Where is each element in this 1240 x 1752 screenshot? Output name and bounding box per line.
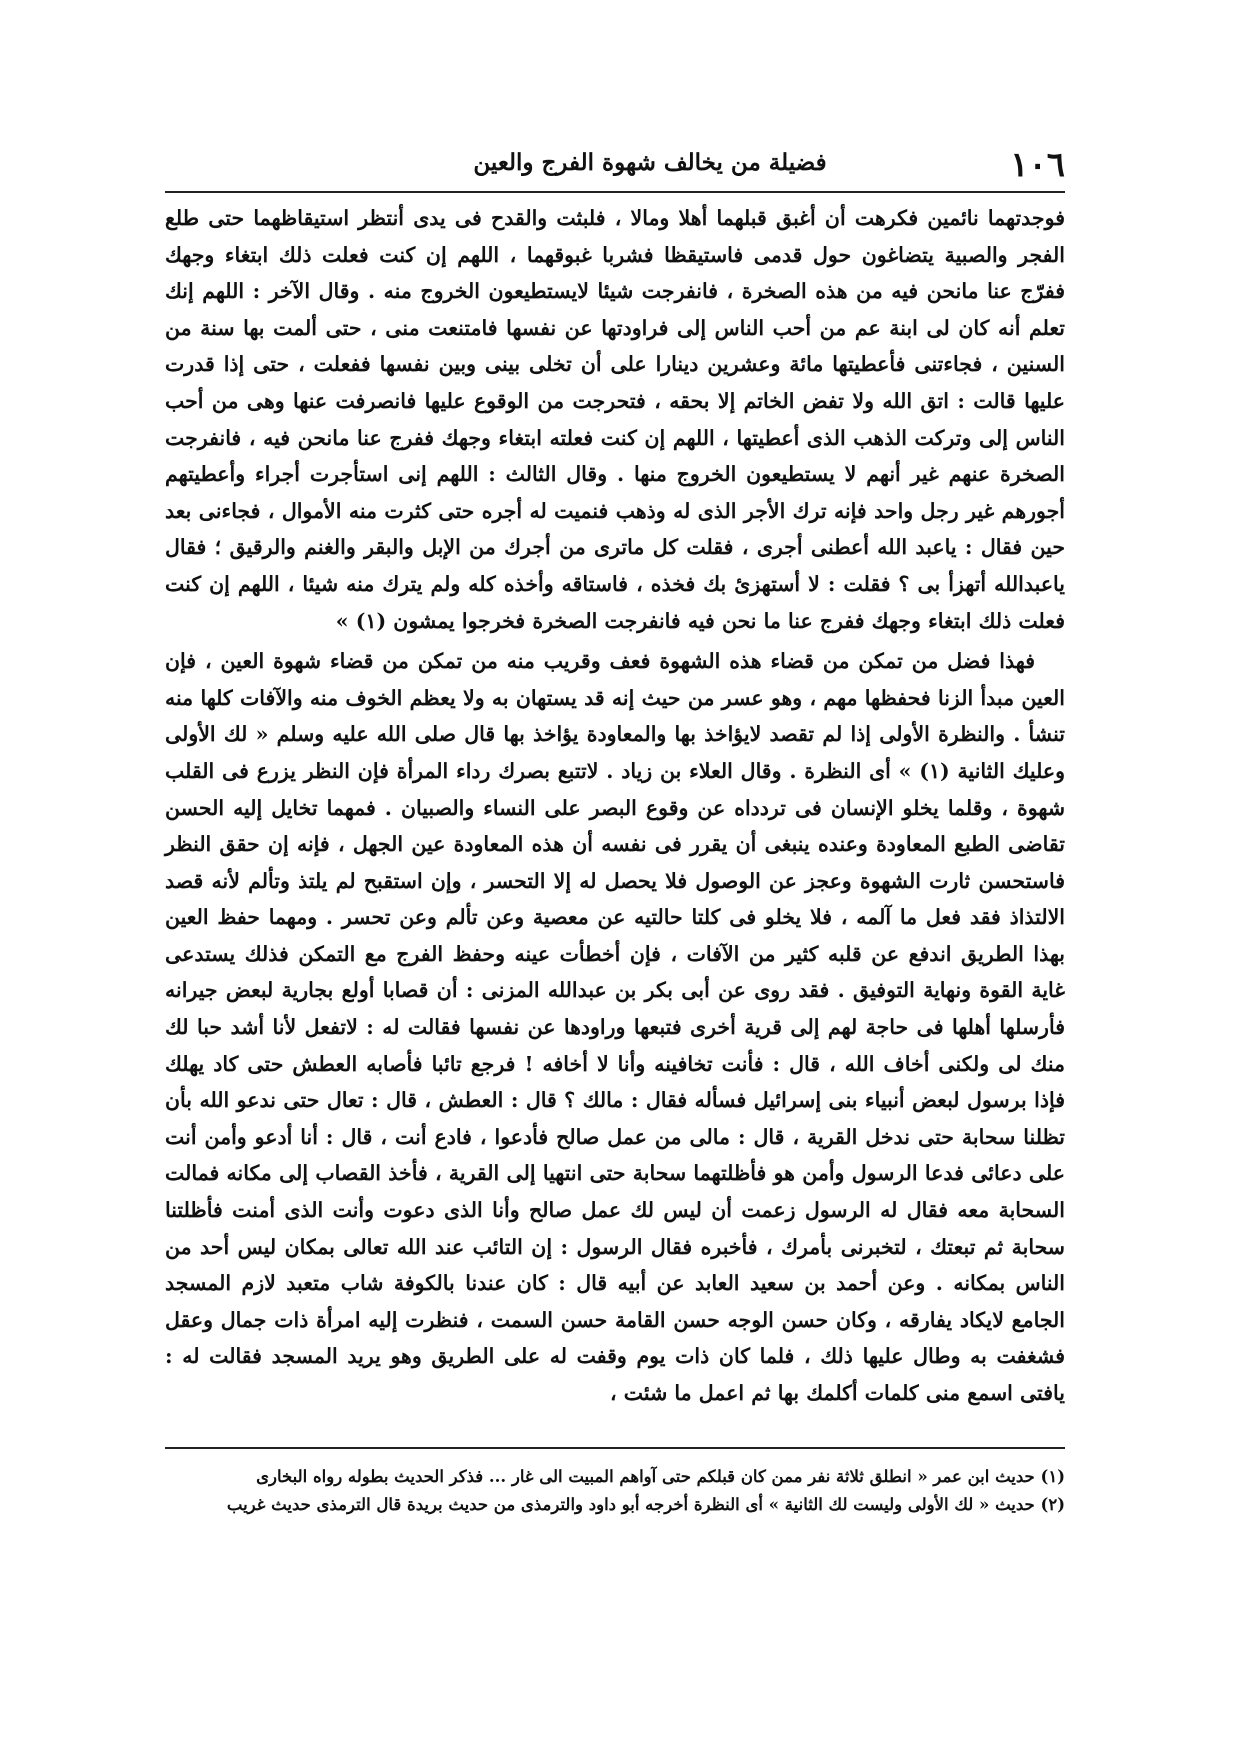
footnote-rule	[165, 1447, 1065, 1449]
footnote: (٢) حديث « لك الأولى وليست لك الثانية » أى النظرة أخرجه أبو داود والترمذى من حديث بريدة قال الترمذى حديث غريب	[226, 1495, 1065, 1514]
header-rule	[165, 191, 1065, 193]
footnote: (١) حديث ابن عمر « انطلق ثلاثة نفر ممن كان قبلكم حتى آواهم المبيت الى غار ... فذكر الحديث بطوله رواه البخارى	[256, 1467, 1065, 1486]
footnotes	[165, 1463, 1065, 1519]
main-text	[165, 200, 1065, 1412]
page-number: ١٠٦	[1010, 145, 1065, 185]
running-title: فضيلة من يخالف شهوة الفرج والعين	[473, 149, 827, 176]
paragraph: فهذا فضل من تمكن من قضاء هذه الشهوة فعف وقريب منه من تمكن من قضاء شهوة العين ، فإن العين مبدأ الزنا فحفظها مهم ، وهو عسر من حيث إنه قد يستهان به ولا يعظم الخوف منه والآفات كلها منه تنشأ . والنظرة الأولى إذا لم تقصد لايؤاخذ بها والمعاودة يؤاخذ بها قال صلى الله عليه وسلم « لك الأولى وعليك الثانية (١) » أى النظرة . وقال العلاء بن زياد . لاتتبع بصرك رداء المرأة فإن النظر يزرع فى القلب شهوة ، وقلما يخلو الإنسان فى تردداه عن وقوع البصر على النساء والصبيان . فمهما تخايل إليه الحسن تقاضى الطبع المعاودة وعنده ينبغى أن يقرر فى نفسه أن هذه المعاودة عين الجهل ، فإنه إن حقق النظر فاستحسن ثارت الشهوة وعجز عن الوصول فلا يحصل له إلا التحسر ، وإن استقبح لم يلتذ وتألم لأنه قصد الالتذاذ فقد فعل ما آلمه ، فلا يخلو فى كلتا حالتيه عن معصية وعن تألم وعن تحسر . ومهما حفظ العين بهذا الطريق اندفع عن قلبه كثير من الآفات ، فإن أخطأت عينه وحفظ الفرج مع التمكن فذلك يستدعى غاية القوة ونهاية التوفيق . فقد روى عن أبى بكر بن عبدالله المزنى : أن قصابا أولع بجارية لبعض جيرانه فأرسلها أهلها فى حاجة لهم إلى قرية أخرى فتبعها وراودها عن نفسها فقالت له : لاتفعل لأنا أشد حبا لك منك لى ولكنى أخاف الله ، قال : فأنت تخافينه وأنا لا أخافه ! فرجع تائبا فأصابه العطش حتى كاد يهلك فإذا برسول لبعض أنبياء بنى إسرائيل فسأله فقال : مالك ؟ قال : العطش ، قال : تعال حتى ندعو الله بأن تظلنا سحابة حتى ندخل القرية ، قال : مالى من عمل صالح فأدعوا ، فادع أنت ، قال : أنا أدعو وأمن أنت على دعائى فدعا الرسول وأمن هو فأظلتهما سحابة حتى انتهيا إلى القرية ، فأخذ القصاب إلى مكانه فمالت السحابة معه فقال له الرسول زعمت أن ليس لك عمل صالح وأنا الذى دعوت وأنت الذى أمنت فأظلتنا سحابة ثم تبعتك ، لتخبرنى بأمرك ، فأخبره فقال الرسول : إن التائب عند الله تعالى بمكان ليس أحد من الناس بمكانه . وعن أحمد بن سعيد العابد عن أبيه قال : كان عندنا بالكوفة شاب متعبد لازم المسجد الجامع لايكاد يفارقه ، وكان حسن الوجه حسن القامة حسن السمت ، فنظرت إليه امرأة ذات جمال وعقل فشغفت به وطال عليها ذلك ، فلما كان ذات يوم وقفت له على الطريق وهو يريد المسجد فقالت له : يافتى اسمع منى كلمات أكلمك بها ثم اعمل ما شئت ،	[165, 649, 1065, 1405]
paragraph: فوجدتهما نائمين فكرهت أن أغبق قبلهما أهلا ومالا ، فلبثت والقدح فى يدى أنتظر استيقاظهما حتى طلع الفجر والصبية يتضاغون حول قدمى فاستيقظا فشربا غبوقهما ، اللهم إن كنت فعلت ذلك ابتغاء وجهك ففرّج عنا مانحن فيه من هذه الصخرة ، فانفرجت شيئا لايستطيعون الخروج منه . وقال الآخر : اللهم إنك تعلم أنه كان لى ابنة عم من أحب الناس إلى فراودتها عن نفسها فامتنعت منى ، حتى ألمت بها سنة من السنين ، فجاءتنى فأعطيتها مائة وعشرين دينارا على أن تخلى بينى وبين نفسها ففعلت ، حتى إذا قدرت عليها قالت : اتق الله ولا تفض الخاتم إلا بحقه ، فتحرجت من الوقوع عليها فانصرفت عنها وهى من أحب الناس إلى وتركت الذهب الذى أعطيتها ، اللهم إن كنت فعلته ابتغاء وجهك ففرج عنا مانحن فيه ، فانفرجت الصخرة عنهم غير أنهم لا يستطيعون الخروج منها . وقال الثالث : اللهم إنى استأجرت أجراء وأعطيتهم أجورهم غير رجل واحد فإنه ترك الأجر الذى له وذهب فنميت له أجره حتى كثرت منه الأموال ، فجاءنى بعد حين فقال : ياعبد الله أعطنى أجرى ، فقلت كل ماترى من أجرك من الإبل والبقر والغنم والرقيق ؛ فقال ياعبدالله أتهزأ بى ؟ فقلت : لا أستهزئ بك فخذه ، فاستاقه وأخذه كله ولم يترك منه شيئا ، اللهم إن كنت فعلت ذلك ابتغاء وجهك ففرج عنا ما نحن فيه فانفرجت الصخرة فخرجوا يمشون (١) »	[165, 206, 1065, 633]
page-header	[160, 145, 1065, 190]
